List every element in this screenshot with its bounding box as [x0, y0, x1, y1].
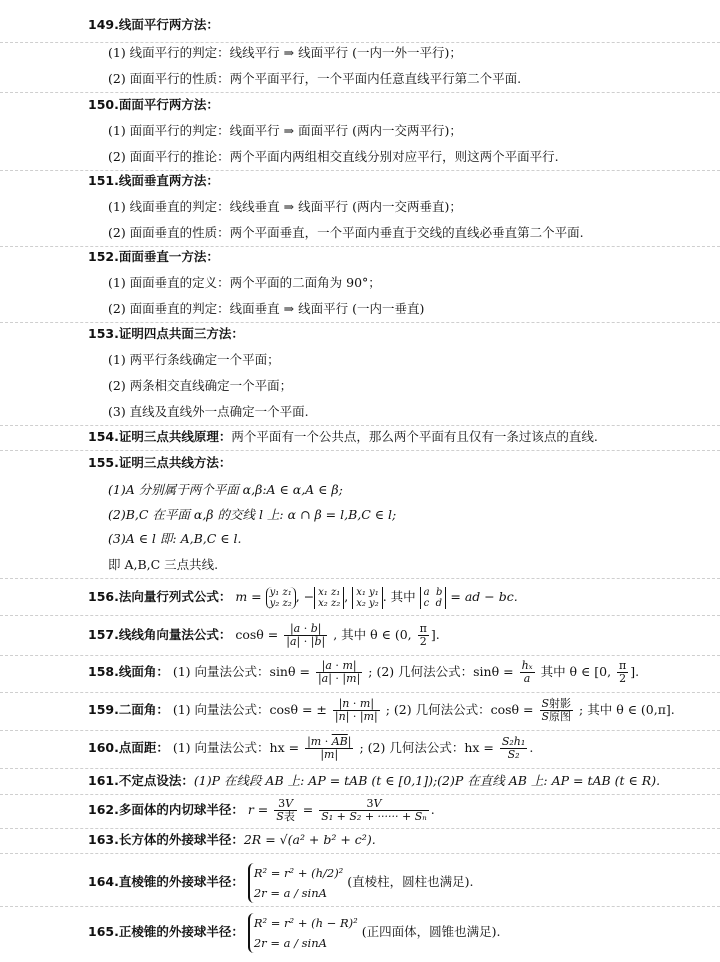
item-155-line-2: (2)B,C 在平面 α,β 的交线 l 上: α ∩ β = l,B,C ∈ l; — [108, 507, 397, 522]
item-152-line-1: (1) 面面垂直的定义：两个平面的二面角为 90°； — [108, 275, 381, 290]
separator — [0, 906, 720, 907]
separator — [0, 655, 720, 656]
item-156-formula: 156.法向量行列式公式： m = y₁ z₁ y₂ z₂ , − x₁ z₁ x₂ z₂ , x₁ y₁ x₂ y₂ . 其中 a b c d = ad − bc. — [88, 586, 518, 609]
item-164-formula: 164.直棱锥的外接球半径： R² = r² + (h/2)² 2r = a / sinA (直棱柱，圆柱也满足). — [88, 856, 474, 908]
separator — [0, 450, 720, 451]
separator — [0, 92, 720, 93]
item-158-formula: 158.线面角： (1) 向量法公式：sinθ = $\frac{|a \cdot m|}{|a| \cdot |m|}$ ; (2) 几何法公式：sinθ = $\frac{\text{hₓ}}{a}$ 其中 θ ∈ [0, $\frac{\pi}{2}$ ]. — [88, 659, 640, 685]
item-153-line-2: (2) 两条相交直线确定一个平面； — [108, 378, 293, 393]
item-150-line-2: (2) 面面平行的推论：两个平面内两组相交直线分别对应平行，则这两个平面平行. — [108, 149, 559, 164]
item-161-formula: 161.不定点设法：(1)P 在线段 AB 上: AP = tAB (t ∈ [0,1]);(2)P 在直线 AB 上: AP = tAB (t ∈ R). — [88, 773, 661, 788]
item-153-line-3: (3) 直线及直线外一点确定一个平面. — [108, 404, 309, 419]
item-160-formula: 160.点面距： (1) 向量法公式：hx = $\frac{|m \cdot \overline{AB}|}{|m|}$ ; (2) 几何法公式：hx = $\frac{\text{S₂h₁}}{\text{S₂}}$ . — [88, 735, 534, 761]
separator — [0, 322, 720, 323]
separator — [0, 853, 720, 854]
item-149-line-1: (1) 线面平行的判定：线线平行 ⇒ 线面平行 (一内一外一平行)； — [108, 45, 462, 60]
separator — [0, 828, 720, 829]
separator — [0, 42, 720, 43]
item-165-formula: 165.正棱锥的外接球半径： R² = r² + (h − R)² 2r = a / sinA (正四面体，圆锥也满足). — [88, 908, 500, 956]
item-163-formula: 163.长方体的外接球半径：2R = √(a² + b² + c²). — [88, 832, 376, 847]
separator — [0, 246, 720, 247]
item-153-line-1: (1) 两平行条线确定一个平面； — [108, 352, 280, 367]
separator — [0, 768, 720, 769]
item-154-heading: 154.证明三点共线原理：两个平面有一个公共点，那么两个平面有且仅有一条过该点的直线. — [88, 429, 598, 444]
item-162-formula: 162.多面体的内切球半径： r = $\frac{3V}{\text{S表}}$ = $\frac{3V}{\text{S₁ + S₂ + ······ + Sₙ}}$ . — [88, 797, 435, 823]
separator — [0, 730, 720, 731]
item-149-line-2: (2) 面面平行的性质：两个平面平行，一个平面内任意直线平行第二个平面. — [108, 71, 522, 86]
item-155-line-3: (3)A ∈ l 即: A,B,C ∈ l. — [108, 531, 242, 546]
separator — [0, 692, 720, 693]
item-151-heading: 151.线面垂直两方法： — [88, 173, 219, 188]
item-155-heading: 155.证明三点共线方法： — [88, 455, 232, 470]
separator — [0, 615, 720, 616]
item-150-line-1: (1) 面面平行的判定：线面平行 ⇒ 面面平行 (两内一交两平行)； — [108, 123, 462, 138]
item-155-line-1: (1)A 分别属于两个平面 α,β:A ∈ α,A ∈ β; — [108, 482, 343, 497]
separator — [0, 170, 720, 171]
separator — [0, 425, 720, 426]
item-151-line-1: (1) 线面垂直的判定：线线垂直 ⇒ 线面平行 (两内一交两垂直)； — [108, 199, 462, 214]
item-157-formula: 157.线线角向量法公式： cosθ = $\frac{|a \cdot b|}{|a| \cdot |b|}$ , 其中 θ ∈ (0, $\frac{\pi}{2}$ ]. — [88, 622, 440, 648]
item-152-line-2: (2) 面面垂直的判定：线面垂直 ⇒ 线面平行 (一内一垂直) — [108, 301, 425, 316]
item-159-formula: 159.二面角： (1) 向量法公式：cosθ = ± $\frac{|n \cdot m|}{|n| \cdot |m|}$ ; (2) 几何法公式：cosθ = $\frac{\text{S射影}}{\text{S原图}}$ ; 其中 θ ∈ (0,π]. — [88, 697, 675, 723]
item-153-heading: 153.证明四点共面三方法： — [88, 326, 244, 341]
item-150-heading: 150.面面平行两方法： — [88, 97, 219, 112]
separator — [0, 578, 720, 579]
item-149-heading: 149.线面平行两方法： — [88, 17, 219, 32]
item-152-heading: 152.面面垂直一方法： — [88, 249, 219, 264]
item-151-line-2: (2) 面面垂直的性质：两个平面垂直，一个平面内垂直于交线的直线必垂直第二个平面. — [108, 225, 584, 240]
item-155-line-4: 即 A,B,C 三点共线. — [108, 557, 219, 572]
